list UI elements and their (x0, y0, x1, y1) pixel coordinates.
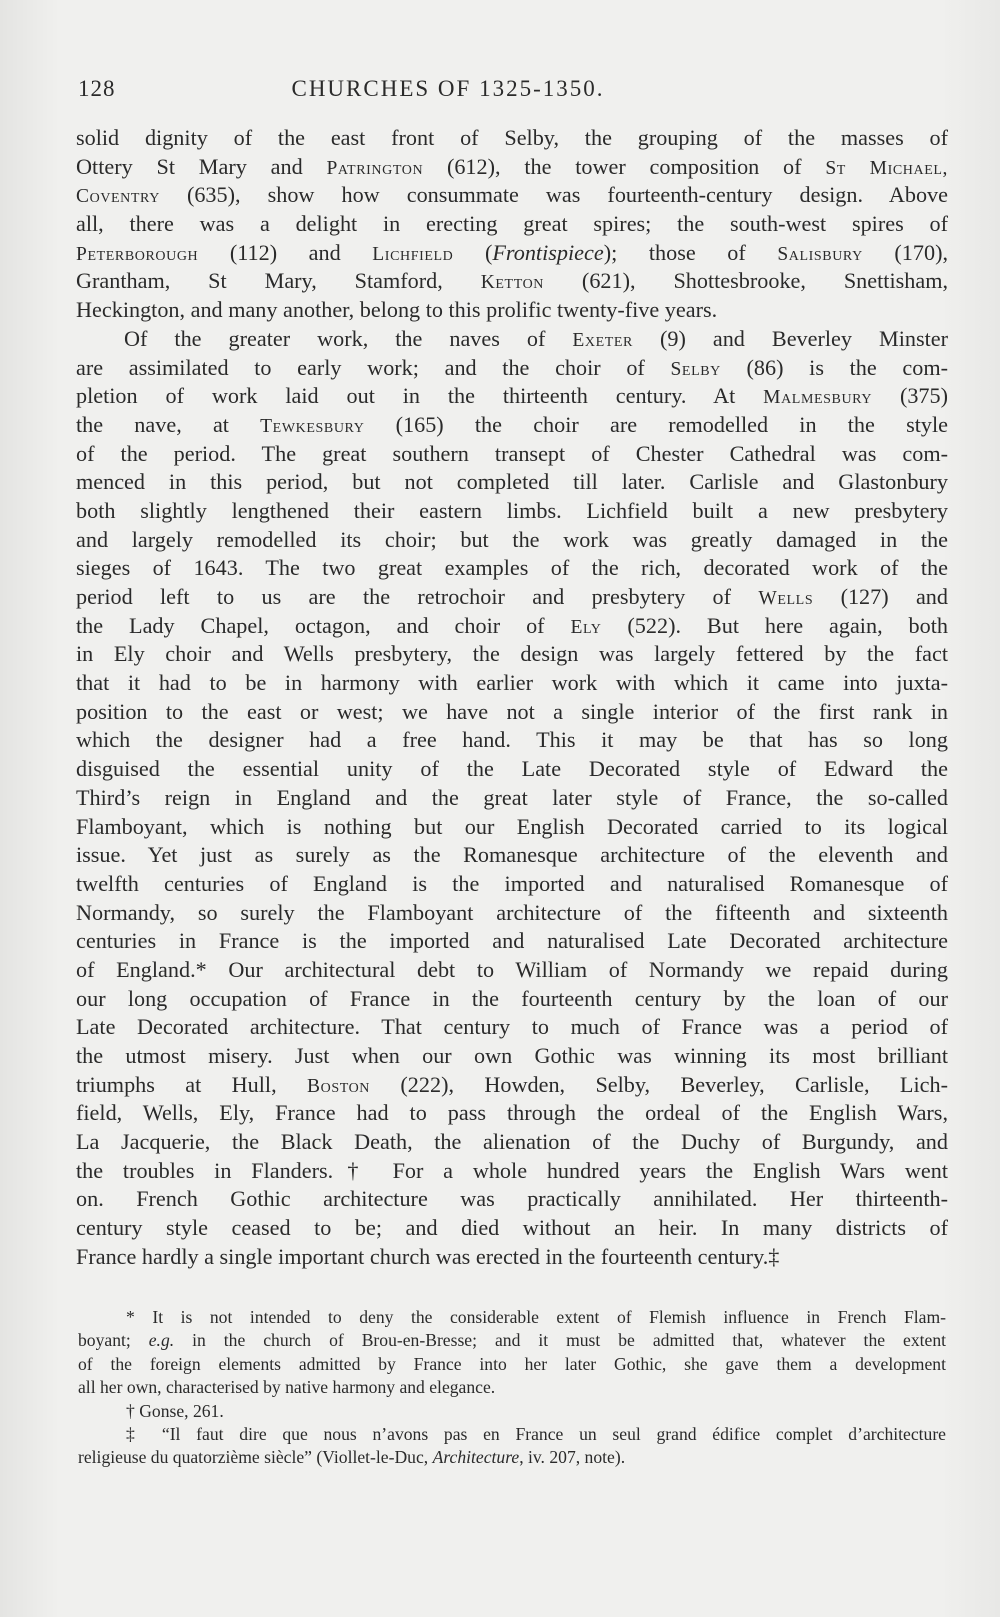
text-line (76, 985, 948, 1014)
text-run: solid dignity of the east front of Selby, the grouping of the masses of (76, 125, 948, 150)
text-line (76, 468, 948, 497)
text-run: , iv. 207, note). (519, 1447, 626, 1468)
text-line (76, 698, 948, 727)
text-line (76, 210, 948, 239)
text-line (76, 325, 948, 354)
text-run: (621), Shottesbrooke, Snettisham, (544, 268, 948, 294)
text-line (76, 382, 948, 411)
text-line (76, 669, 948, 698)
text-run: field, Wells, Ely, France had to pass through the ordeal of the English Wars, (76, 1100, 948, 1126)
text-run: (522). But here again, both (601, 612, 948, 638)
text-run: Flamboyant, which is nothing but our English Decorated carried to its logical (76, 813, 948, 839)
place-name: Selby (670, 358, 721, 380)
text-line (76, 813, 948, 842)
italic-text: Frontispiece (492, 239, 604, 265)
text-run: * It is not intended to deny the considerable extent of Flemish influence in French Flam- (126, 1307, 946, 1327)
place-name: Lichfield (372, 243, 454, 265)
text-line (76, 1128, 948, 1157)
text-run: (222), Howden, Selby, Beverley, Carlisle, Lich- (370, 1071, 948, 1097)
text-line (76, 124, 948, 153)
footnote-line (78, 1376, 946, 1399)
footnote-line (78, 1446, 946, 1469)
text-line (76, 440, 948, 469)
footnote-line (78, 1353, 946, 1376)
text-run: period left to us are the retrochoir and presbytery of (76, 584, 759, 609)
text-run: (170), (862, 239, 949, 265)
text-run: menced in this period, but not completed till later. Carlisle and Glastonbury (76, 469, 948, 495)
place-name: Tewkesbury (260, 415, 365, 437)
place-name: Wells (758, 588, 814, 609)
text-run: France hardly a single important church was erected in the fourteenth century.‡ (76, 1243, 780, 1269)
text-run: Late Decorated architecture. That century to much of France was a period of (76, 1014, 948, 1040)
text-run: the troubles in Flanders.† For a whole hundred years the English Wars went (76, 1157, 948, 1183)
place-name: Boston (307, 1075, 371, 1097)
text-run: twelfth centuries of England is the imported and naturalised Romanesque of (76, 870, 948, 896)
text-line (76, 267, 948, 296)
text-run: (612), the tower composition of (423, 153, 826, 179)
text-run: (9) and Beverley Minster (632, 325, 948, 351)
text-line (76, 296, 948, 325)
running-head (78, 76, 938, 106)
text-line (76, 784, 948, 813)
text-line (76, 726, 948, 755)
running-title: CHURCHES OF 1325-1350. (291, 76, 605, 101)
text-run: all her own, characterised by native harmony and elegance. (78, 1377, 496, 1398)
text-run: (165) the choir are remodelled in the style (364, 411, 948, 437)
footnote-line (78, 1306, 946, 1329)
text-run: Of the greater work, the naves of (124, 325, 573, 351)
text-run: religieuse du quatorzième siècle” (Viollet-le-Duc, (78, 1447, 433, 1468)
text-run: both slightly lengthened their eastern limbs. Lichfield built a new presbytery (76, 497, 948, 523)
text-run: our long occupation of France in the fourteenth century by the loan of our (76, 985, 948, 1011)
footnotes (78, 1306, 946, 1470)
text-run: † Gonse, 261. (126, 1400, 224, 1421)
italic-text: e.g. (148, 1330, 175, 1351)
text-line (76, 526, 948, 555)
text-run: that it had to be in harmony with earlier work with which it came into juxta- (76, 670, 948, 696)
text-run: sieges of 1643. The two great examples of the rich, decorated work of the (76, 555, 948, 581)
place-name: Malmesbury (763, 387, 873, 409)
text-run: Heckington, and many another, belong to this prolific twenty-five years. (76, 297, 718, 323)
text-line (76, 640, 948, 669)
text-run: ( (453, 239, 493, 265)
text-run: ); those of (603, 239, 778, 265)
text-run: boyant; (78, 1330, 149, 1351)
text-run: (112) and (198, 239, 373, 265)
text-line (76, 181, 948, 210)
footnote-line (78, 1329, 946, 1352)
text-line (76, 239, 948, 268)
text-run: all, there was a delight in erecting great spires; the south-west spires of (76, 211, 948, 237)
text-run: Third’s reign in England and the great later style of France, the so-called (76, 784, 948, 810)
text-run: in Ely choir and Wells presbytery, the design was largely fettered by the fact (76, 641, 948, 667)
text-run: Ottery St Mary and (76, 153, 327, 179)
text-line (76, 612, 948, 641)
place-name: St Michael, (825, 157, 948, 179)
text-run: on. French Gothic architecture was practically annihilated. Her thirteenth- (76, 1186, 948, 1212)
text-run: (127) and (813, 584, 948, 609)
text-line (76, 1013, 948, 1042)
text-line (76, 554, 948, 583)
place-name: Ketton (480, 272, 545, 294)
place-name: Peterborough (76, 243, 199, 265)
text-run: century style ceased to be; and died without an heir. In many districts of (76, 1215, 948, 1241)
text-run: issue. Yet just as surely as the Romanesque architecture of the eleventh and (76, 842, 948, 868)
text-line (76, 1042, 948, 1071)
text-run: disguised the essential unity of the Late Decorated style of Edward the (76, 756, 948, 782)
text-line (76, 354, 948, 383)
text-line (76, 497, 948, 526)
text-line (76, 411, 948, 440)
main-text (76, 124, 948, 1272)
text-line (76, 1071, 948, 1100)
text-run: of the period. The great southern transept of Chester Cathedral was com- (76, 440, 948, 466)
text-run: Grantham, St Mary, Stamford, (76, 268, 481, 294)
text-line (76, 755, 948, 784)
page-number: 128 (78, 76, 116, 101)
text-run: (375) (872, 383, 949, 409)
text-run: of the foreign elements admitted by France into her later Gothic, she gave them a development (78, 1353, 946, 1374)
text-run: centuries in France is the imported and naturalised Late Decorated architecture (76, 928, 948, 954)
text-line (76, 583, 948, 612)
place-name: Patrington (326, 157, 424, 179)
text-run: which the designer had a free hand. This it may be that has so long (76, 727, 948, 753)
text-line (76, 1243, 948, 1272)
place-name: Salisbury (777, 243, 863, 265)
text-run: the utmost misery. Just when our own Gothic was winning its most brilliant (76, 1043, 948, 1068)
text-line (76, 899, 948, 928)
text-run: La Jacquerie, the Black Death, the alienation of the Duchy of Burgundy, and (76, 1129, 948, 1155)
place-name: Exeter (572, 329, 633, 351)
text-run: the nave, at (76, 411, 261, 437)
text-run: (635), show how consummate was fourteenth-century design. Above (159, 182, 948, 208)
footnote-line (78, 1423, 946, 1446)
text-line (76, 1214, 948, 1243)
text-run: the Lady Chapel, octagon, and choir of (76, 612, 571, 638)
text-run: are assimilated to early work; and the choir of (76, 354, 671, 380)
text-run: pletion of work laid out in the thirteenth century. At (76, 383, 764, 409)
text-run: position to the east or west; we have not a single interior of the first rank in (76, 698, 948, 724)
text-line (76, 927, 948, 956)
footnote-line (78, 1400, 946, 1423)
text-run: in the church of Brou-en-Bresse; and it must be admitted that, whatever the extent (174, 1330, 947, 1351)
text-line (76, 1157, 948, 1186)
text-run: of England.* Our architectural debt to William of Normandy we repaid during (76, 956, 948, 982)
text-run: (86) is the com- (720, 354, 948, 380)
text-line (76, 870, 948, 899)
italic-text: Architecture (432, 1447, 520, 1468)
text-run: Normandy, so surely the Flamboyant architecture of the fifteenth and sixteenth (76, 899, 948, 925)
text-line (76, 841, 948, 870)
text-line (76, 153, 948, 182)
place-name: Ely (570, 616, 602, 638)
text-line (76, 1185, 948, 1214)
text-run: and largely remodelled its choir; but the work was greatly damaged in the (76, 526, 948, 552)
place-name: Coventry (76, 186, 160, 208)
text-run: ‡ “Il faut dire que nous n’avons pas en France un seul grand édifice complet d’architecture (126, 1423, 946, 1444)
text-line (76, 1099, 948, 1128)
text-line (76, 956, 948, 985)
text-run: triumphs at Hull, (76, 1071, 307, 1097)
